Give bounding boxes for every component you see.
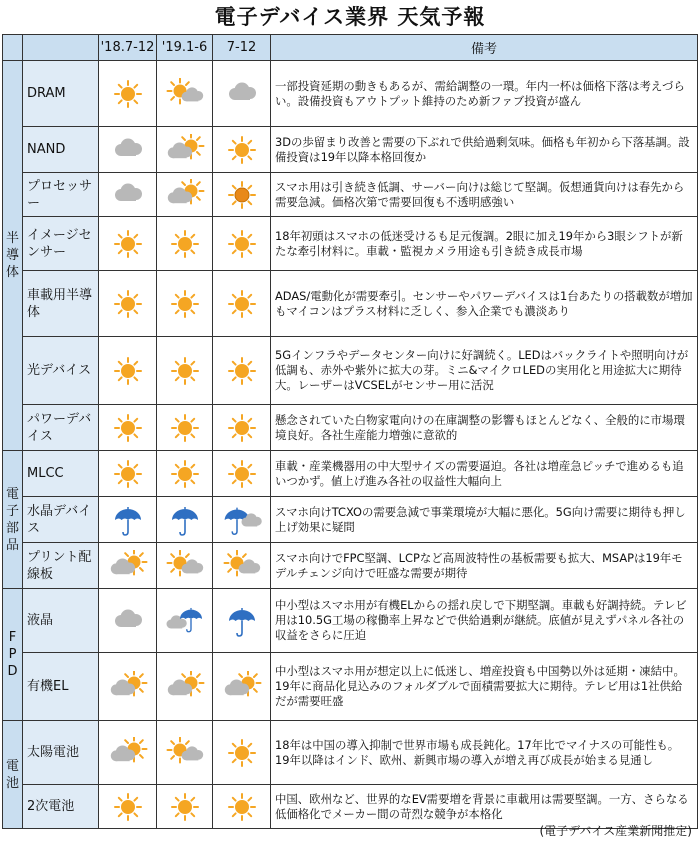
table-row bbox=[3, 451, 698, 497]
remark-text: 一部投資延期の動きもあるが、需給調整の一環。年内一杯は価格下落は考えづらい。設備投資もアウトプット維持のため新ファブ投資が盛ん bbox=[271, 61, 698, 127]
weather-cell-period-3 bbox=[213, 497, 271, 543]
weather-cell-period-2 bbox=[157, 543, 213, 589]
category-label: 半導体 bbox=[3, 61, 23, 451]
sunny-icon bbox=[163, 355, 207, 387]
sunny-icon bbox=[163, 288, 207, 320]
sunny-icon bbox=[163, 458, 207, 490]
weather-cell-period-1 bbox=[99, 127, 157, 173]
cloudy-then-sunny-icon bbox=[220, 671, 264, 703]
table-row bbox=[3, 127, 698, 173]
weather-cell-period-1 bbox=[99, 337, 157, 405]
weather-cell-period-3 bbox=[213, 271, 271, 337]
remark-text: 3Dの歩留まり改善と需要の下ぶれで供給過剰気味。価格も年初から下落基調。設備投資は19年以降本格回復か bbox=[271, 127, 698, 173]
source-note: (電子デバイス産業新聞推定) bbox=[539, 824, 692, 838]
weather-cell-period-1 bbox=[99, 785, 157, 829]
table-row bbox=[3, 405, 698, 451]
item-name: プロセッサー bbox=[23, 173, 99, 217]
weather-cell-period-1 bbox=[99, 173, 157, 217]
table-row bbox=[3, 589, 698, 653]
page-title: 電子デバイス業界 天気予報 bbox=[214, 5, 486, 29]
remark-text: 18年初頭はスマホの低迷受けるも足元復調。2眼に加え19年から3眼シフトが新たな牽引材料に。車載・監視カメラ用途も引き続き成長市場 bbox=[271, 217, 698, 271]
weather-cell-period-2 bbox=[157, 337, 213, 405]
rain-then-cloudy-icon bbox=[220, 504, 264, 536]
cloudy-icon bbox=[106, 134, 150, 166]
header-row bbox=[3, 35, 698, 61]
weather-cell-period-3 bbox=[213, 589, 271, 653]
item-name: NAND bbox=[23, 127, 99, 173]
remark-text: 18年は中国の導入抑制で世界市場も成長鈍化。17年比でマイナスの可能性も。19年以降はインド、欧州、新興市場の導入が増え再び成長が始まる見通し bbox=[271, 721, 698, 785]
table-row bbox=[3, 337, 698, 405]
table-row bbox=[3, 271, 698, 337]
weather-cell-period-2 bbox=[157, 451, 213, 497]
sunny-then-cloudy-icon bbox=[220, 550, 264, 582]
sunny-icon bbox=[163, 791, 207, 823]
remark-text: スマホ向けTCXOの需要急減で事業環境が大幅に悪化。5G向け需要に期待も押し上げ効果に疑問 bbox=[271, 497, 698, 543]
sunny-then-cloudy-icon bbox=[163, 550, 207, 582]
sunny-icon bbox=[220, 412, 264, 444]
remark-text: ADAS/電動化が需要牽引。センサーやパワーデバイスは1台あたりの搭載数が増加もマイコンはプラス材料に乏しく、参入企業でも濃淡あり bbox=[271, 271, 698, 337]
sunny-icon bbox=[106, 458, 150, 490]
weather-cell-period-1 bbox=[99, 497, 157, 543]
sunny-icon bbox=[220, 458, 264, 490]
weather-cell-period-2 bbox=[157, 173, 213, 217]
remark-text: 中小型はスマホ用が有機ELからの揺れ戻しで下期堅調。車載も好調持続。テレビ用は10.5G工場の稼働率上昇などで供給過剰が継続。底値が見えずパネル各社の収益をさらに圧迫 bbox=[271, 589, 698, 653]
cloudy-then-rain-icon bbox=[163, 605, 207, 637]
table-row bbox=[3, 217, 698, 271]
category-label: FPD bbox=[3, 589, 23, 721]
weather-cell-period-3 bbox=[213, 337, 271, 405]
sunny-icon bbox=[106, 228, 150, 260]
table-row bbox=[3, 721, 698, 785]
weather-cell-period-1 bbox=[99, 543, 157, 589]
weather-cell-period-3 bbox=[213, 61, 271, 127]
weather-cell-period-1 bbox=[99, 451, 157, 497]
sunny-icon bbox=[220, 179, 264, 211]
cloudy-icon bbox=[106, 605, 150, 637]
remark-text: スマホ向けでFPC堅調、LCPなど高周波特性の基板需要も拡大、MSAPは19年モデルチェンジ向けで旺盛な需要が期待 bbox=[271, 543, 698, 589]
table-row bbox=[3, 173, 698, 217]
item-name: MLCC bbox=[23, 451, 99, 497]
weather-cell-period-2 bbox=[157, 405, 213, 451]
weather-cell-period-2 bbox=[157, 721, 213, 785]
weather-cell-period-3 bbox=[213, 173, 271, 217]
remark-text: スマホ用は引き続き低調、サーバー向けは総じて堅調。仮想通貨向けは春先から需要急減。価格次第で需要回復も不透明感強い bbox=[271, 173, 698, 217]
item-name: イメージセンサー bbox=[23, 217, 99, 271]
item-name: 太陽電池 bbox=[23, 721, 99, 785]
umbrella-rain-icon bbox=[106, 504, 150, 536]
cloudy-then-sunny-icon bbox=[163, 134, 207, 166]
table-row bbox=[3, 497, 698, 543]
item-name: 車載用半導体 bbox=[23, 271, 99, 337]
table-row bbox=[3, 543, 698, 589]
sunny-icon bbox=[163, 412, 207, 444]
sunny-icon bbox=[220, 134, 264, 166]
item-name: DRAM bbox=[23, 61, 99, 127]
weather-cell-period-2 bbox=[157, 127, 213, 173]
weather-cell-period-2 bbox=[157, 217, 213, 271]
weather-cell-period-1 bbox=[99, 653, 157, 721]
sunny-icon bbox=[163, 228, 207, 260]
weather-cell-period-2 bbox=[157, 653, 213, 721]
weather-cell-period-2 bbox=[157, 271, 213, 337]
umbrella-rain-icon bbox=[220, 605, 264, 637]
remark-text: 5Gインフラやデータセンター向けに好調続く。LEDはバックライトや照明向けが低調も、赤外や紫外に拡大の芽。ミニ&マイクロLEDの実用化と用途拡大に期待大。レーザーはVCSELがセンサー用に活況 bbox=[271, 337, 698, 405]
item-name: 液晶 bbox=[23, 589, 99, 653]
weather-cell-period-3 bbox=[213, 405, 271, 451]
header-remarks: 備考 bbox=[271, 35, 698, 61]
table-row bbox=[3, 653, 698, 721]
weather-cell-period-1 bbox=[99, 405, 157, 451]
table-row bbox=[3, 61, 698, 127]
remark-text: 車載・産業機器用の中大型サイズの需要逼迫。各社は増産急ピッチで進めるも追いつかず。値上げ進み各社の収益性大幅向上 bbox=[271, 451, 698, 497]
item-name: 2次電池 bbox=[23, 785, 99, 829]
sunny-then-cloudy-icon bbox=[163, 737, 207, 769]
weather-cell-period-3 bbox=[213, 543, 271, 589]
weather-cell-period-3 bbox=[213, 127, 271, 173]
weather-cell-period-1 bbox=[99, 721, 157, 785]
sunny-icon bbox=[220, 355, 264, 387]
item-name: パワーデバイス bbox=[23, 405, 99, 451]
remark-text: 懸念されていた白物家電向けの在庫調整の影響もほとんどなく、全般的に市場環境良好。各社生産能力増強に意欲的 bbox=[271, 405, 698, 451]
sunny-icon bbox=[106, 791, 150, 823]
weather-cell-period-1 bbox=[99, 61, 157, 127]
item-name: 有機EL bbox=[23, 653, 99, 721]
cloudy-then-sunny-icon bbox=[106, 737, 150, 769]
cloudy-icon bbox=[220, 78, 264, 110]
header-period-1: '18.7-12 bbox=[99, 35, 157, 61]
weather-cell-period-3 bbox=[213, 217, 271, 271]
remark-text: 中国、欧州など、世界的なEV需要増を背景に車載用は需要堅調。一方、さらなる低価格化でメーカー間の苛烈な競争が本格化 bbox=[271, 785, 698, 829]
weather-cell-period-2 bbox=[157, 589, 213, 653]
weather-cell-period-3 bbox=[213, 451, 271, 497]
sunny-icon bbox=[106, 412, 150, 444]
sunny-icon bbox=[106, 355, 150, 387]
weather-cell-period-1 bbox=[99, 271, 157, 337]
weather-cell-period-2 bbox=[157, 497, 213, 543]
header-period-3: 7-12 bbox=[213, 35, 271, 61]
weather-cell-period-3 bbox=[213, 653, 271, 721]
item-name: 光デバイス bbox=[23, 337, 99, 405]
sunny-icon bbox=[220, 791, 264, 823]
cloudy-then-sunny-icon bbox=[163, 671, 207, 703]
item-name: 水晶デバイス bbox=[23, 497, 99, 543]
cloudy-then-sunny-icon bbox=[106, 671, 150, 703]
header-blank-2 bbox=[23, 35, 99, 61]
sunny-icon bbox=[106, 78, 150, 110]
weather-cell-period-1 bbox=[99, 589, 157, 653]
remark-text: 中小型はスマホ用が想定以上に低迷し、増産投資も中国勢以外は延期・凍結中。19年に商品化見込みのフォルダブルで面積需要拡大に期待。テレビ用は1社供給だが需要旺盛 bbox=[271, 653, 698, 721]
cloudy-then-sunny-icon bbox=[106, 550, 150, 582]
weather-cell-period-3 bbox=[213, 721, 271, 785]
weather-cell-period-2 bbox=[157, 785, 213, 829]
sunny-icon bbox=[220, 288, 264, 320]
forecast-table bbox=[2, 34, 698, 829]
cloudy-then-sunny-icon bbox=[163, 179, 207, 211]
header-period-2: '19.1-6 bbox=[157, 35, 213, 61]
category-label: 電子部品 bbox=[3, 451, 23, 589]
category-label: 電池 bbox=[3, 721, 23, 829]
sunny-icon bbox=[106, 288, 150, 320]
weather-cell-period-2 bbox=[157, 61, 213, 127]
weather-cell-period-3 bbox=[213, 785, 271, 829]
sunny-icon bbox=[220, 228, 264, 260]
sunny-then-cloudy-icon bbox=[163, 78, 207, 110]
cloudy-icon bbox=[106, 179, 150, 211]
sunny-icon bbox=[220, 737, 264, 769]
umbrella-rain-icon bbox=[163, 504, 207, 536]
header-blank bbox=[3, 35, 23, 61]
weather-cell-period-1 bbox=[99, 217, 157, 271]
item-name: プリント配線板 bbox=[23, 543, 99, 589]
